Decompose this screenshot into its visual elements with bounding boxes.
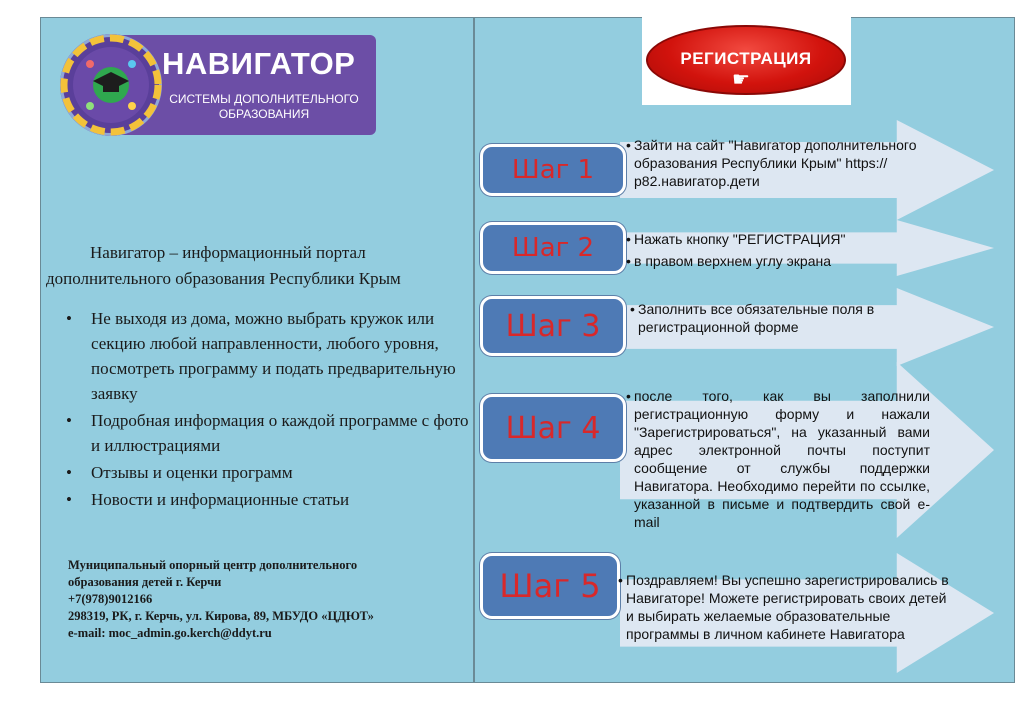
step-3-badge: Шаг 3 (480, 296, 626, 356)
logo-subtitle: СИСТЕМЫ ДОПОЛНИТЕЛЬНОГО ОБРАЗОВАНИЯ (169, 92, 359, 121)
contact-block (68, 557, 468, 642)
feature-item: • Новости и информационные статьи (66, 487, 470, 512)
registration-image (642, 17, 851, 105)
contact-email: e-mail: moc_admin.go.kerch@ddyt.ru (68, 626, 272, 640)
pointer-hand-icon: ☛ (732, 67, 750, 91)
contact-phone: +7(978)9012166 (68, 592, 153, 606)
step-1-badge: Шаг 1 (480, 144, 626, 196)
step-2-badge: Шаг 2 (480, 222, 626, 274)
contact-address: 298319, РК, г. Керчь, ул. Кирова, 89, МБУДО «ЦДЮТ» (68, 609, 374, 623)
feature-item: • Подробная информация о каждой программе с фото и иллюстрациями (66, 408, 470, 458)
step-4-item: • после того, как вы заполнили регистрационную форму и нажали "Зарегистрироваться", на указанный вами адрес электронной почты поступит сообщение от службы поддержки Навигатора. Необходимо перейти по ссылке, указанной в письме и подтвердить свой e-mail (626, 387, 930, 531)
logo-title: НАВИГАТОР (162, 46, 356, 81)
step-3-item: • Заполнить все обязательные поля в регистрационной форме (630, 300, 920, 336)
feature-item: • Не выходя из дома, можно выбрать кружок или секцию любой направленности, любого уровня, посмотреть программу и подать предварительную заявку (66, 306, 470, 406)
step-2-item: • в правом верхнем углу экрана (626, 252, 962, 270)
navigator-logo (60, 34, 376, 136)
step-5-badge: Шаг 5 (480, 553, 620, 619)
step-5-item: • Поздравляем! Вы успешно зарегистрировались в Навигаторе! Можете регистрировать своих детей и выбирать желаемые образовательные программы в личном кабинете Навигатора (618, 571, 954, 643)
intro-text: Навигатор – информационный портал дополнительного образования Республики Крым (46, 243, 401, 288)
intro-paragraph (46, 240, 466, 292)
step-4-text (626, 387, 930, 531)
step-4-badge: Шаг 4 (480, 394, 626, 462)
registration-button[interactable] (646, 25, 846, 95)
registration-label: РЕГИСТРАЦИЯ (680, 49, 812, 68)
step-5-text (618, 571, 954, 643)
step-1-text (626, 136, 962, 190)
contact-org-line1: Муниципальный опорный центр дополнительного (68, 558, 358, 572)
contact-org-line2: образования детей г. Керчи (68, 575, 222, 589)
step-1-item: • Зайти на сайт "Навигатор дополнительного образования Республики Крым" https://р82.навигатор.дети (626, 136, 962, 190)
step-2-item: • Нажать кнопку "РЕГИСТРАЦИЯ" (626, 230, 962, 248)
feature-item: • Отзывы и оценки программ (66, 460, 470, 485)
step-3-text (630, 300, 920, 336)
feature-list (66, 306, 470, 514)
step-2-text (626, 230, 962, 270)
logo-emblem-icon (60, 34, 162, 136)
